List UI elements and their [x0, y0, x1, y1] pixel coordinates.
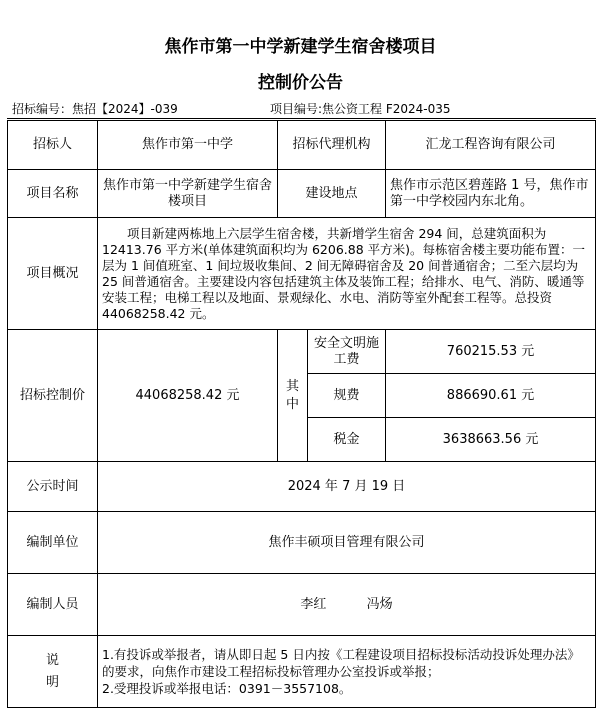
notes-value	[98, 636, 596, 708]
safety-fee-label: 安全文明施工费	[308, 330, 386, 374]
table-row	[8, 462, 596, 512]
project-number: 项目编号:焦公资工程 F2024-035	[270, 102, 451, 116]
compiler-value: 焦作丰硕项目管理有限公司	[98, 512, 596, 574]
table-row	[8, 218, 596, 330]
notice-title: 焦作市第一中学新建学生宿舍楼项目	[164, 37, 437, 57]
notes-label-text: 说明	[45, 652, 59, 690]
regulatory-fee-label: 规费	[308, 374, 386, 418]
control-price-label: 招标控制价	[8, 330, 98, 462]
agent-label: 招标代理机构	[278, 120, 386, 170]
publish-time-value: 2024 年 7 月 19 日	[98, 462, 596, 512]
note-2: 2.受理投诉或举报电话：0391－3557108。	[102, 681, 352, 696]
notes-label	[8, 636, 98, 708]
tax-label: 税金	[308, 418, 386, 462]
notice-subtitle: 控制价公告	[258, 73, 343, 93]
regulatory-fee-value: 886690.61 元	[386, 374, 596, 418]
staff-name-2: 冯炀	[366, 596, 393, 612]
control-price-value: 44068258.42 元	[98, 330, 278, 462]
table-row	[8, 170, 596, 218]
location-label: 建设地点	[278, 170, 386, 218]
agent-value: 汇龙工程咨询有限公司	[386, 120, 596, 170]
announcement-table	[7, 118, 596, 708]
overview-label: 项目概况	[8, 218, 98, 330]
tenderer-label: 招标人	[8, 120, 98, 170]
tax-value: 3638663.56 元	[386, 418, 596, 462]
tender-number: 招标编号：焦招【2024】-039	[12, 102, 178, 116]
table-row	[8, 512, 596, 574]
project-name-value: 焦作市第一中学新建学生宿舍楼项目	[98, 170, 278, 218]
table-row	[8, 330, 596, 374]
project-name-label: 项目名称	[8, 170, 98, 218]
tenderer-value: 焦作市第一中学	[98, 120, 278, 170]
location-value: 焦作市示范区碧莲路 1 号，焦作市第一中学校园内东北角。	[386, 170, 596, 218]
among-label	[278, 330, 308, 462]
publish-time-label: 公示时间	[8, 462, 98, 512]
table-row	[8, 574, 596, 636]
safety-fee-value: 760215.53 元	[386, 330, 596, 374]
among-text: 其中	[285, 378, 299, 412]
compiler-label: 编制单位	[8, 512, 98, 574]
table-row	[8, 636, 596, 708]
staff-name-1: 李红	[300, 596, 327, 612]
overview-value: 项目新建两栋地上六层学生宿舍楼，共新增学生宿舍 294 间，总建筑面积为 12413.76 平方米(单体建筑面积均为 6206.88 平方米)。每栋宿舍楼主要功能布置：一层为 1 间值班室、1 间垃圾收集间、2 间无障碍宿舍及 20 间普通宿舍；二至六层均为 25 间普通宿舍。主要建设内容包括建筑主体及装饰工程；给排水、电气、消防、暖通等安装工程；电梯工程以及地面、景观绿化、水电、消防等室外配套工程等。总投资 44068258.42 元。	[98, 218, 596, 330]
note-1: 1.有投诉或举报者，请从即日起 5 日内按《工程建设项目招标投标活动投诉处理办法》的要求，向焦作市建设工程招标投标管理办公室投诉或举报；	[102, 647, 580, 679]
staff-value	[98, 574, 596, 636]
staff-label: 编制人员	[8, 574, 98, 636]
table-row	[8, 120, 596, 170]
